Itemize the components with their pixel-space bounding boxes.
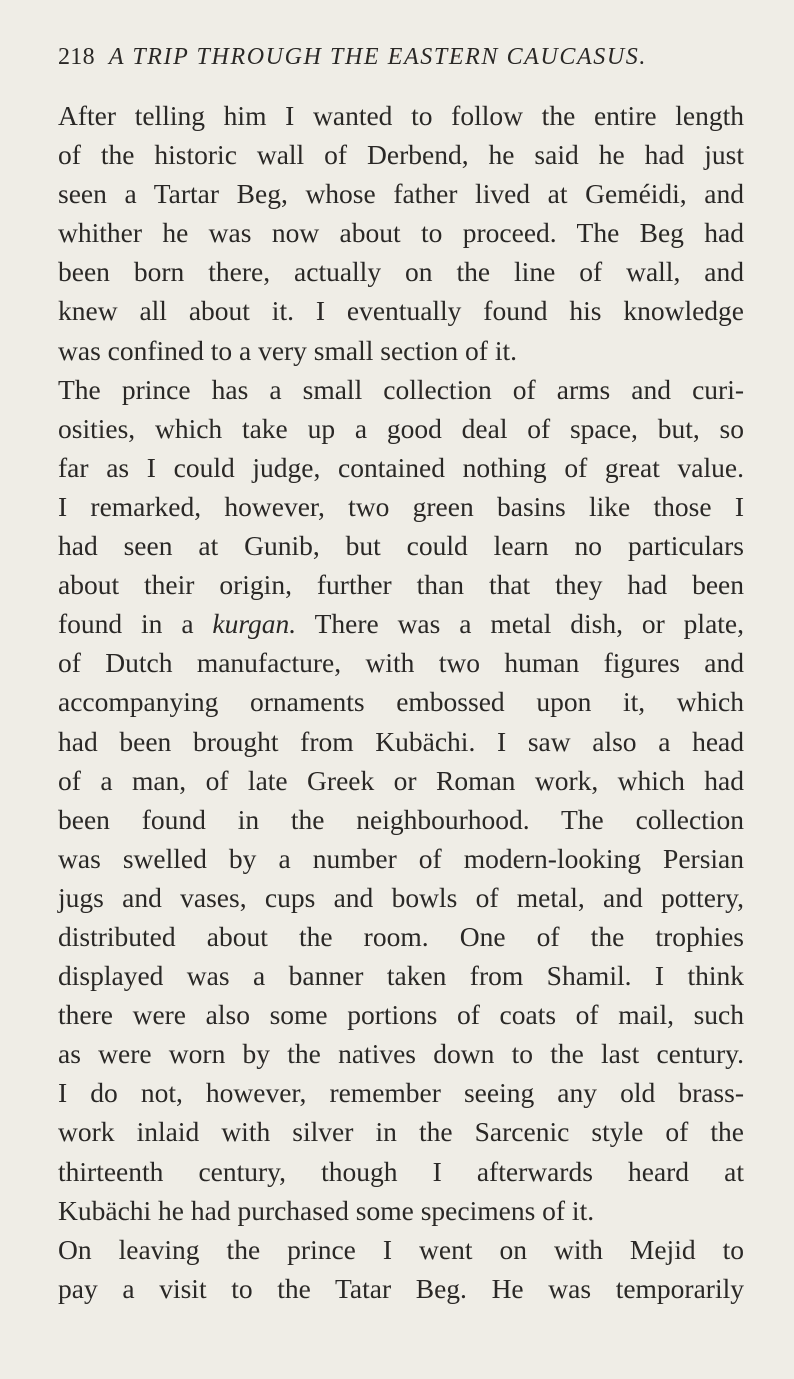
text-line: of a man, of late Greek or Roman work, which had [58, 764, 744, 796]
text-line: there were also some portions of coats of mail, such [58, 999, 744, 1031]
text-line: work inlaid with silver in the Sarcenic style of the [58, 1116, 744, 1148]
text-line: been born there, actually on the line of wall, and [58, 256, 744, 288]
text-line: knew all about it. I eventually found his knowledge [58, 295, 744, 327]
text-line: I remarked, however, two green basins like those I [58, 490, 744, 522]
text-line: pay a visit to the Tatar Beg. He was temporarily [58, 1272, 744, 1304]
text-line: seen a Tartar Beg, whose father lived at Geméidi, and [58, 178, 744, 210]
text-line: about their origin, further than that they had been [58, 569, 744, 601]
text-line: been found in the neighbourhood. The collection [58, 803, 744, 835]
text-line: The prince has a small collection of arms and curi- [58, 373, 744, 405]
text-line: Kubächi he had purchased some specimens of it. [58, 1194, 595, 1226]
text-line: of the historic wall of Derbend, he said he had just [58, 139, 744, 171]
text-line: I do not, however, remember seeing any old brass- [58, 1077, 744, 1109]
text-line: After telling him I wanted to follow the entire length [58, 100, 744, 131]
text-line: was swelled by a number of modern-looking Persian [58, 842, 744, 874]
text-line: whither he was now about to proceed. The Beg had [58, 217, 744, 249]
text-line: had been brought from Kubächi. I saw also a head [58, 725, 744, 757]
text-line: of Dutch manufacture, with two human figures and [58, 647, 744, 679]
text-line [58, 604, 744, 643]
text-line: thirteenth century, though I afterwards heard at [58, 1155, 744, 1187]
text-line: had seen at Gunib, but could learn no particulars [58, 530, 744, 562]
page-number: 218 [58, 44, 95, 70]
text-line: displayed was a banner taken from Shamil. I think [58, 960, 744, 992]
italic-term: kurgan. [212, 608, 297, 640]
body-text [58, 96, 744, 1308]
text-line: distributed about the room. One of the trophies [58, 920, 744, 952]
text-run: found in a [58, 608, 213, 640]
running-head [58, 44, 738, 76]
text-line: jugs and vases, cups and bowls of metal, and pottery, [58, 881, 744, 913]
text-line: On leaving the prince I went on with Mejid to [58, 1233, 744, 1265]
text-run: There was a metal dish, or plate, [296, 608, 744, 640]
text-line: was confined to a very small section of it. [58, 334, 517, 366]
text-line: as were worn by the natives down to the last century. [58, 1038, 744, 1070]
text-line: osities, which take up a good deal of space, but, so [58, 412, 744, 444]
text-line: accompanying ornaments embossed upon it, which [58, 686, 744, 718]
running-title: A TRIP THROUGH THE EASTERN CAUCASUS. [108, 44, 647, 70]
text-line: far as I could judge, contained nothing of great value. [58, 451, 744, 483]
